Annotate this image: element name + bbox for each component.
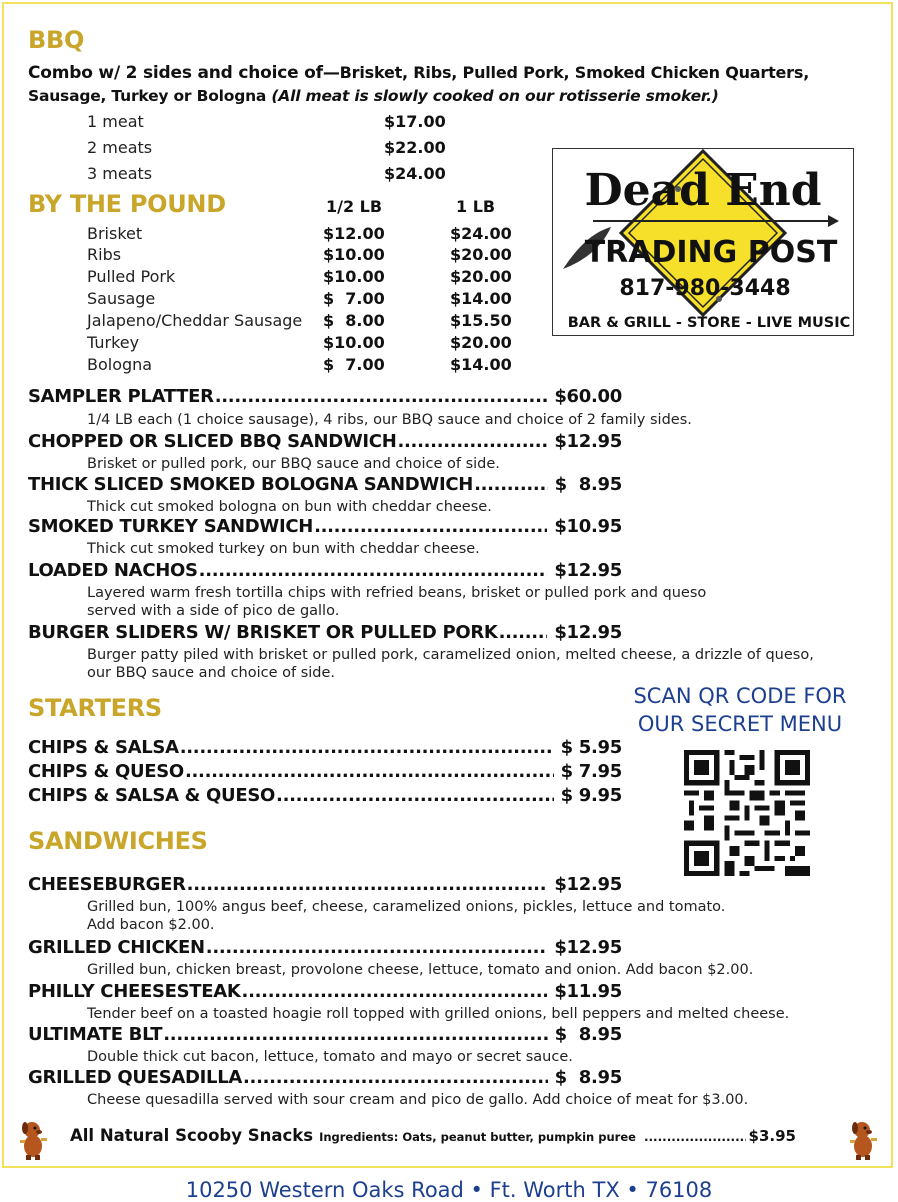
item-name: LOADED NACHOS xyxy=(28,560,198,581)
item-price: $ 5.95 xyxy=(554,737,622,758)
item-name: GRILLED QUESADILLA xyxy=(28,1067,242,1088)
pound-item-name: Ribs xyxy=(87,245,122,264)
pound-item-half-price: $10.00 xyxy=(323,267,385,286)
dot-leader xyxy=(276,785,554,806)
pound-item-full-price: $20.00 xyxy=(450,333,512,352)
dot-leader xyxy=(185,761,554,782)
menu-item-chips-queso xyxy=(28,761,622,782)
item-price: $60.00 xyxy=(548,386,622,407)
pound-item-name: Jalapeno/Cheddar Sausage xyxy=(87,311,303,330)
by-the-pound-heading: BY THE POUND xyxy=(28,190,226,218)
item-price: $12.95 xyxy=(548,431,622,452)
combo-price: $24.00 xyxy=(384,164,446,183)
item-name: CHEESEBURGER xyxy=(28,874,186,895)
combo-description-line1 xyxy=(28,63,809,83)
menu-item-chips-salsa xyxy=(28,737,622,758)
item-price: $12.95 xyxy=(548,937,622,958)
item-description: Grilled bun, chicken breast, provolone cheese, lettuce, tomato and onion. Add bacon $2.00. xyxy=(87,962,754,978)
dot-leader xyxy=(163,1024,547,1045)
item-description: Thick cut smoked turkey on bun with cheddar cheese. xyxy=(87,541,480,557)
item-price: $12.95 xyxy=(548,874,622,895)
dot-leader xyxy=(242,981,548,1002)
dot-leader xyxy=(206,937,548,958)
item-description: Double thick cut bacon, lettuce, tomato and mayo or secret sauce. xyxy=(87,1049,573,1065)
dead-end-trading-post-logo xyxy=(552,148,854,336)
item-price: $11.95 xyxy=(548,981,622,1002)
pound-item-name: Brisket xyxy=(87,224,143,243)
sandwiches-heading: SANDWICHES xyxy=(28,827,208,855)
dot-leader xyxy=(397,431,547,452)
logo-phone: 817-980-3448 xyxy=(619,276,791,301)
item-name: SAMPLER PLATTER xyxy=(28,386,214,407)
item-price: $12.95 xyxy=(548,622,622,643)
dot-leader xyxy=(499,622,548,643)
item-name: GRILLED CHICKEN xyxy=(28,937,205,958)
bbq-heading: BBQ xyxy=(28,26,85,54)
combo-description-line2 xyxy=(28,87,719,105)
combo-meats-1: Brisket, Ribs, Pulled Pork, Smoked Chicken Quarters, xyxy=(339,63,810,82)
combo-label: 2 meats xyxy=(87,138,153,157)
scooby-snacks-name: All Natural Scooby Snacks xyxy=(70,1126,314,1145)
item-name: CHOPPED OR SLICED BBQ SANDWICH xyxy=(28,431,397,452)
dog-mascot-icon xyxy=(846,1118,880,1162)
pound-item-full-price: $20.00 xyxy=(450,267,512,286)
combo-price: $17.00 xyxy=(384,112,446,131)
dot-leader xyxy=(180,737,554,758)
pound-item-name: Sausage xyxy=(87,289,156,308)
combo-label: 1 meat xyxy=(87,112,144,131)
item-description: Thick cut smoked bologna on bun with cheddar cheese. xyxy=(87,499,492,515)
pound-item-half-price: $ 7.00 xyxy=(323,289,385,308)
dot-leader xyxy=(474,474,548,495)
combo-meats-2: Sausage, Turkey or Bologna xyxy=(28,87,267,105)
pound-item-half-price: $10.00 xyxy=(323,333,385,352)
logo-tagline: BAR & GRILL - STORE - LIVE MUSIC xyxy=(567,315,851,331)
item-price: $ 8.95 xyxy=(548,474,622,495)
menu-item-chips-salsa-queso xyxy=(28,785,622,806)
menu-item-grilled-quesadilla xyxy=(28,1067,622,1088)
combo-price: $22.00 xyxy=(384,138,446,157)
dot-leader xyxy=(199,560,548,581)
item-name: CHIPS & SALSA xyxy=(28,737,179,758)
menu-item-loaded-nachos xyxy=(28,560,622,581)
item-description: Layered warm fresh tortilla chips with refried beans, brisket or pulled pork and queso xyxy=(87,585,707,601)
pound-item-full-price: $14.00 xyxy=(450,355,512,374)
scooby-snacks-line xyxy=(70,1126,796,1145)
menu-item-grilled-chicken xyxy=(28,937,622,958)
item-price: $12.95 xyxy=(548,560,622,581)
item-description: Tender beef on a toasted hoagie roll topped with grilled onions, bell peppers and melted cheese. xyxy=(87,1006,790,1022)
item-name: CHIPS & SALSA & QUESO xyxy=(28,785,276,806)
item-price: $ 8.95 xyxy=(548,1067,622,1088)
pound-item-name: Turkey xyxy=(87,333,140,352)
item-description: Add bacon $2.00. xyxy=(87,917,215,933)
pound-item-half-price: $12.00 xyxy=(323,224,385,243)
dot-leader xyxy=(314,516,547,537)
qr-code-icon[interactable] xyxy=(684,750,810,876)
menu-item-bologna-sandwich xyxy=(28,474,622,495)
item-description: 1/4 LB each (1 choice sausage), 4 ribs, our BBQ sauce and choice of 2 family sides. xyxy=(87,412,692,428)
item-price: $10.95 xyxy=(548,516,622,537)
footer-address: 10250 Western Oaks Road • Ft. Worth TX • 76108 xyxy=(185,1178,713,1202)
item-description: Grilled bun, 100% angus beef, cheese, caramelized onions, pickles, lettuce and tomato. xyxy=(87,899,726,915)
menu-item-bbq-sandwich xyxy=(28,431,622,452)
pound-item-half-price: $ 8.00 xyxy=(323,311,385,330)
qr-caption-line2: OUR SECRET MENU xyxy=(637,712,843,736)
pound-item-name: Bologna xyxy=(87,355,153,374)
item-name: CHIPS & QUESO xyxy=(28,761,184,782)
pound-item-name: Pulled Pork xyxy=(87,267,176,286)
dot-leader xyxy=(243,1067,548,1088)
scooby-snacks-ingredients: Ingredients: Oats, peanut butter, pumpkin puree xyxy=(319,1130,636,1144)
menu-item-cheeseburger xyxy=(28,874,622,895)
menu-item-sampler-platter xyxy=(28,386,622,407)
arrow-head-icon xyxy=(828,215,839,227)
dot-leader xyxy=(644,1130,746,1144)
menu-item-burger-sliders xyxy=(28,622,622,643)
dog-mascot-icon xyxy=(16,1118,50,1162)
dot-leader xyxy=(215,386,548,407)
qr-caption-line1: SCAN QR CODE FOR xyxy=(633,684,847,708)
pound-item-full-price: $15.50 xyxy=(450,311,512,330)
menu-item-philly-cheesesteak xyxy=(28,981,622,1002)
qr-code-caption xyxy=(610,682,870,738)
item-price: $ 7.95 xyxy=(554,761,622,782)
dot-leader xyxy=(187,874,548,895)
item-description: Brisket or pulled pork, our BBQ sauce and choice of side. xyxy=(87,456,500,472)
combo-label: 3 meats xyxy=(87,164,153,183)
item-name: THICK SLICED SMOKED BOLOGNA SANDWICH xyxy=(28,474,474,495)
pound-item-full-price: $14.00 xyxy=(450,289,512,308)
item-description: our BBQ sauce and choice of side. xyxy=(87,665,336,681)
logo-subtitle: TRADING POST xyxy=(584,235,838,270)
item-description: Cheese quesadilla served with sour cream and pico de gallo. Add choice of meat for $3.00. xyxy=(87,1092,749,1108)
item-description: Burger patty piled with brisket or pulled pork, caramelized onion, melted cheese, a drizzle of queso, xyxy=(87,647,814,663)
item-price: $ 9.95 xyxy=(554,785,622,806)
logo-graphic xyxy=(553,149,853,335)
combo-lead: Combo w/ 2 sides and choice of— xyxy=(28,63,340,83)
item-price: $ 8.95 xyxy=(548,1024,622,1045)
pound-item-half-price: $ 7.00 xyxy=(323,355,385,374)
menu-item-ultimate-blt xyxy=(28,1024,622,1045)
item-name: ULTIMATE BLT xyxy=(28,1024,163,1045)
half-pound-column-header: 1/2 LB xyxy=(326,197,383,216)
item-name: PHILLY CHEESESTEAK xyxy=(28,981,241,1002)
item-name: SMOKED TURKEY SANDWICH xyxy=(28,516,314,537)
logo-title: Dead End xyxy=(584,165,822,216)
item-name: BURGER SLIDERS W/ BRISKET OR PULLED PORK xyxy=(28,622,498,643)
full-pound-column-header: 1 LB xyxy=(456,197,496,216)
pound-item-half-price: $10.00 xyxy=(323,245,385,264)
pound-item-full-price: $24.00 xyxy=(450,224,512,243)
starters-heading: STARTERS xyxy=(28,694,162,722)
combo-note: (All meat is slowly cooked on our rotisserie smoker.) xyxy=(271,87,719,105)
item-description: served with a side of pico de gallo. xyxy=(87,603,340,619)
pound-item-full-price: $20.00 xyxy=(450,245,512,264)
menu-item-turkey-sandwich xyxy=(28,516,622,537)
scooby-snacks-price: $3.95 xyxy=(748,1127,796,1145)
